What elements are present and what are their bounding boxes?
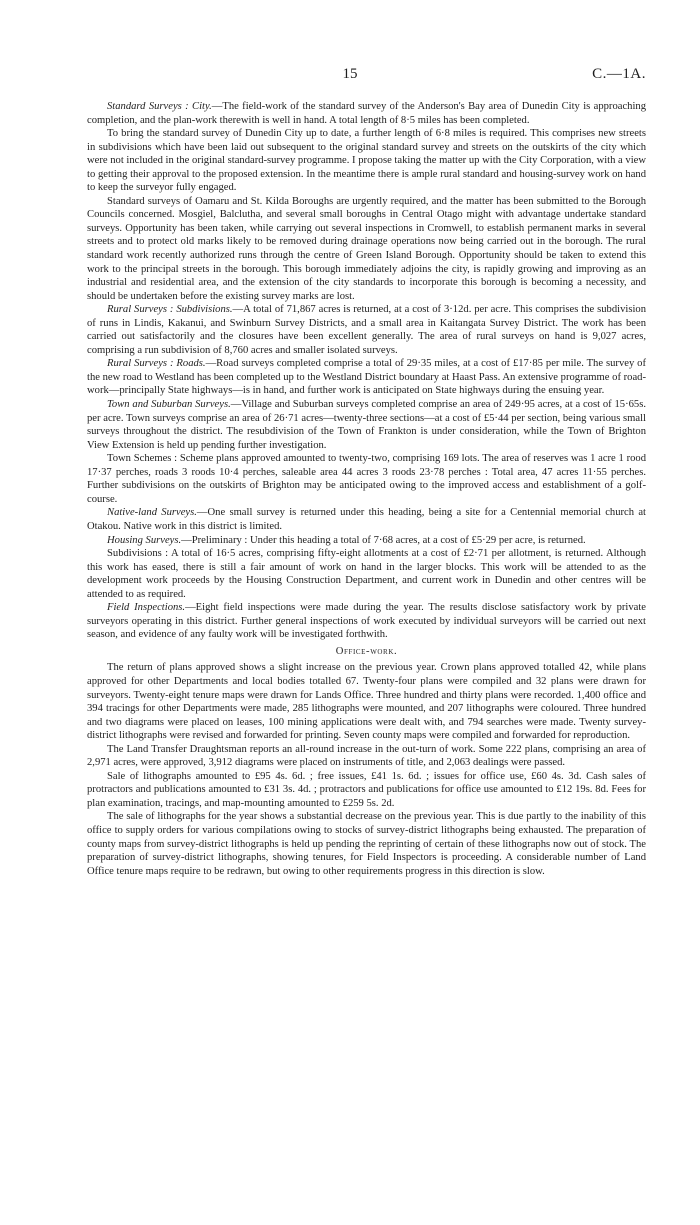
paragraph-text: Town Schemes : Scheme plans approved amounted to twenty-two, comprising 169 lots. The area of reserves was 1 acre 1 rood 17·37 perches, roads 3 roods 10·4 perches, saleable area 44 acres 3 roods 23·78 perches : Total area, 47 acres 11·55 perches. Further subdivisions on the outskirts of Brighton may be anticipated owing to the improved access and establishment of a golf-course. (87, 453, 646, 505)
paragraph (87, 303, 646, 357)
paragraph (87, 506, 646, 533)
page-number: 15 (342, 66, 358, 82)
paragraph-lead: Standard Surveys : City. (107, 101, 212, 112)
paragraph-text: —One small survey is returned under this heading, being a site for a Centennial memorial church at Otakou. Native work in this district is limited. (87, 507, 646, 532)
paragraph (87, 127, 646, 195)
paragraph-text: To bring the standard survey of Dunedin City up to date, a further length of 6·8 miles is required. This comprises new streets in subdivisions which have been laid out subsequent to the original standard survey and streets on the outskirts of the city which were not included in the original standard-survey programme. I propose taking the matter up with the City Corporation, with a view to getting their approval to the proposed extension. In the meantime there is ample rural standard and housing-survey work on hand to keep the surveyor fully engaged. (87, 128, 646, 194)
paragraph (87, 534, 646, 548)
paragraph (87, 601, 646, 642)
report-body (87, 100, 646, 878)
paragraph-text: Subdivisions : A total of 16·5 acres, comprising fifty-eight allotments at a cost of £2·71 per allotment, is returned. Although this work has eased, there is still a fair amount of work on hand in the larger blocks. This work will be attended to as the development work proceeds by the Housing Construction Department, and current work in Dunedin and other centres will be attended to as required. (87, 548, 646, 600)
paragraph-text: Sale of lithographs amounted to £95 4s. 6d. ; free issues, £41 1s. 6d. ; issues for office use, £60 4s. 3d. Cash sales of protractors and publications amounted to £31 3s. 4d. ; protractors and publications for office use amounted to £12 19s. 8d. Fees for plan examination, tracings, and map-mounting amounted to £259 5s. 2d. (87, 770, 646, 809)
paragraph-text: The sale of lithographs for the year shows a substantial decrease on the previous year. This is due partly to the inability of this office to supply orders for various compilations owing to stocks of survey-district lithographs being exhausted. The preparation of county maps from survey-district lithographs is held up pending the reprinting of certain of these lithographs now out of stock. The preparation of survey-district lithographs, showing tenures, for Field Inspectors is proceeding. A considerable number of Land Office tenure maps require to be redrawn, but owing to other requirements progress in this direction is slow. (87, 811, 646, 877)
paragraph-text: Standard surveys of Oamaru and St. Kilda Boroughs are urgently required, and the matter has been submitted to the Borough Councils concerned. Mosgiel, Balclutha, and several small boroughs in Central Otago might with advantage undertake standard surveys. Opportunity has been taken, while carrying out several inspections in Cromwell, to establish permanent marks in several streets and to protect old marks likely to be removed during drainage operations now being carried out in the borough. The rural standard work recently authorized runs through the centre of Green Island Borough. Opportunity should be taken to extend this work to the principal streets in the borough. This borough immediately adjoins the city, is rapidly growing and improving as an industrial and residential area, and the extension of the city standards to incorporate this borough is becoming a necessity, and should be undertaken before the existing survey marks are lost. (87, 195, 646, 302)
paragraph-text: The Land Transfer Draughtsman reports an all-round increase in the out-turn of work. Some 222 plans, comprising an area of 2,971 acres, were approved, 3,912 diagrams were placed on instruments of title, and 2,063 dealings were passed. (87, 743, 646, 769)
paragraphs-before (87, 100, 646, 642)
paragraph-lead: Field Inspections. (107, 602, 186, 614)
paragraph-text: —A total of 71,867 acres is returned, at a cost of 3·12d. per acre. This comprises the subdivision of runs in Lindis, Kakanui, and Swinburn Survey Districts, and a small area in Kaitangata Survey District. The work has been carried out satisfactorily and the closures have been excellent generally. The area of rural surveys on hand is 9,027 acres, comprising a run subdivision of 8,760 acres and smaller isolated surveys. (87, 304, 646, 356)
paragraph-lead: Town and Suburban Surveys. (107, 399, 231, 411)
paragraph (87, 452, 646, 506)
paragraph (87, 547, 646, 601)
paragraph (87, 770, 646, 811)
paragraph (87, 661, 646, 742)
paragraph-text: —Eight field inspections were made during the year. The results disclose satisfactory work by private surveyors operating in this district. Further general inspections of work executed by individual surveyors will be carried out next season, and evidence of any faulty work will be investigated forthwith. (87, 602, 647, 641)
paragraph-text: —Village and Suburban surveys completed comprise an area of 249·95 acres, at a cost of 15·65s. per acre. Town surveys comprise an area of 26·71 acres—twenty-three sections—at a cost of £5·44 per section, being various small surveys throughout the district. The resubdivision of the Town of Frankton is under consideration, while the Town of Brighton View Extension is held up pending further investigation. (87, 399, 646, 451)
paragraph-lead: Housing Surveys. (107, 534, 182, 546)
paragraph-lead: Native-land Surveys. (107, 507, 197, 519)
paragraph-text: —Road surveys completed comprise a total of 29·35 miles, at a cost of £17·85 per mile. The survey of the new road to Westland has been completed up to the Westland District boundary at Haast Pass. An extensive programme of road-work—principally State highways—is in hand, and further work is anticipated on State highways during the ensuing year. (87, 358, 647, 397)
paragraph (87, 100, 646, 127)
report-reference: C.—1A. (592, 66, 646, 82)
section-heading: Office-work. (335, 645, 398, 657)
paragraph (87, 195, 646, 303)
paragraph (87, 357, 646, 398)
paragraph (87, 398, 646, 452)
paragraph (87, 810, 646, 878)
paragraph-text: —The field-work of the standard survey of the Anderson's Bay area of Dunedin City is approaching completion, and the plan-work therewith is well in hand. A total length of 8·5 miles has been completed. (87, 101, 646, 126)
paragraph-lead: Rural Surveys : Roads. (107, 358, 206, 370)
paragraphs-after (87, 661, 646, 878)
paragraph-text: —Preliminary : Under this heading a total of 7·68 acres, at a cost of £5·29 per acre, is returned. (181, 534, 586, 546)
paragraph-lead: Rural Surveys : Subdivisions. (107, 304, 233, 316)
paragraph-text: The return of plans approved shows a slight increase on the previous year. Crown plans approved totalled 42, while plans approved for other Departments and local bodies totalled 67. Twenty-four plans were compiled and 32 plans were drawn for surveyors. Twenty-eight tenure maps were drawn for Lands Office. Three hundred and thirty plans were recorded. 1,400 office and 394 tracings for other Departments were made, 285 lithographs were mounted, and 207 lithographs were coloured. Three hundred and two diagrams were placed on leases, 100 mining applications were dealt with, and 794 searches were made. Twenty survey-district lithographs were revised and forwarded for printing. Seven county maps were compiled and forwarded for reproduction. (87, 662, 646, 742)
paragraph (87, 743, 646, 770)
